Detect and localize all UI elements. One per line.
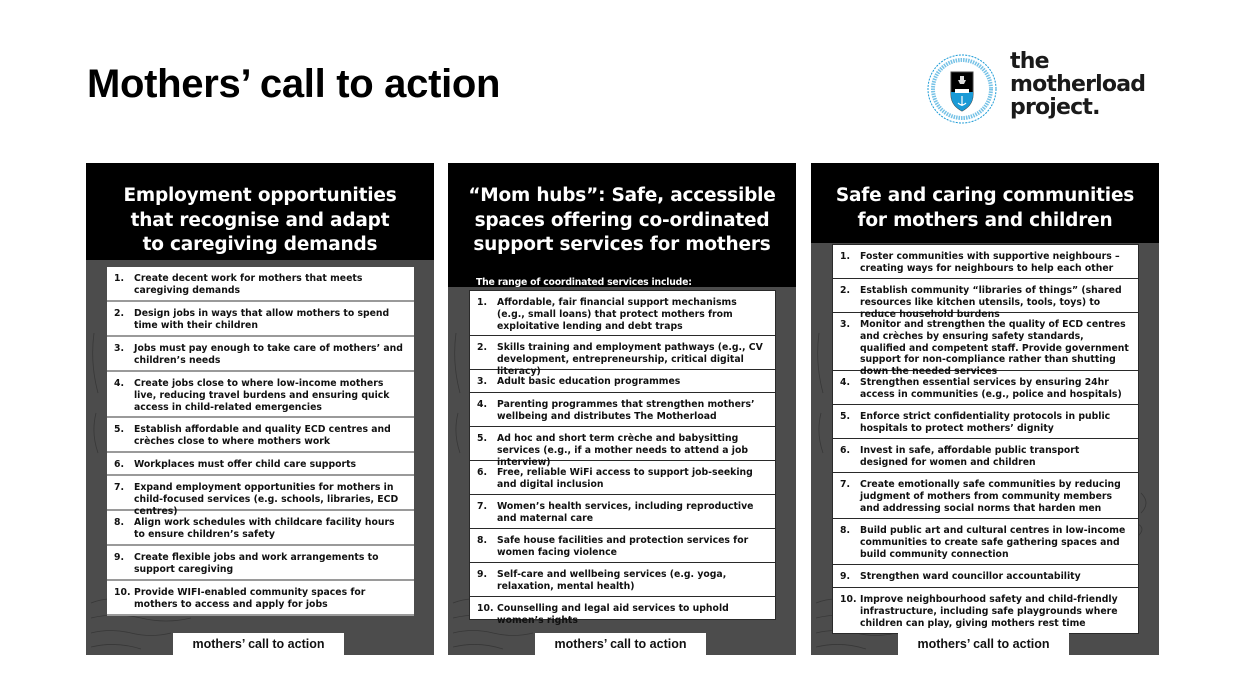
item-number: 2. xyxy=(114,308,125,319)
page-title: Mothers’ call to action xyxy=(87,62,501,106)
item-number: 2. xyxy=(840,285,851,296)
list-item xyxy=(469,290,776,336)
footer-label: mothers’ call to action xyxy=(535,633,706,655)
list-item xyxy=(469,336,776,377)
intro-text: The range of coordinated services include: xyxy=(476,277,692,288)
list-item xyxy=(832,473,1139,519)
item-number: 5. xyxy=(477,433,488,444)
list-item xyxy=(832,405,1139,439)
item-number: 6. xyxy=(114,459,125,470)
heading-line: to caregiving demands xyxy=(142,234,378,255)
item-number: 3. xyxy=(114,343,125,354)
list-item xyxy=(469,563,776,597)
item-text: Free, reliable WiFi access to support job-seeking and digital inclusion xyxy=(497,467,753,490)
list-item xyxy=(107,581,414,616)
item-number: 10. xyxy=(477,603,494,614)
panel-heading xyxy=(811,163,1159,243)
item-text: Parenting programmes that strengthen mothers’ wellbeing and distributes The Motherload xyxy=(497,399,755,422)
item-number: 9. xyxy=(114,552,125,563)
item-text: Build public art and cultural centres in low-income communities to create safe gathering spaces and build community connection xyxy=(860,525,1126,560)
list-item xyxy=(832,439,1139,473)
panel-safe-communities xyxy=(811,163,1159,655)
item-number: 8. xyxy=(114,517,125,528)
action-list xyxy=(832,244,1139,634)
item-text: Create emotionally safe communities by reducing judgment of mothers from community members and addressing social norms that harden men xyxy=(860,479,1121,514)
list-item xyxy=(107,337,414,372)
uct-seal-icon xyxy=(925,52,999,126)
list-item xyxy=(107,372,414,418)
item-number: 5. xyxy=(114,424,125,435)
item-number: 9. xyxy=(477,569,488,580)
item-number: 7. xyxy=(114,482,125,493)
item-text: Create decent work for mothers that meets caregiving demands xyxy=(134,273,363,296)
list-item xyxy=(107,511,414,546)
list-item xyxy=(107,418,414,453)
item-number: 4. xyxy=(114,378,125,389)
brand-wordmark xyxy=(1010,50,1145,119)
item-number: 1. xyxy=(477,297,488,308)
item-text: Affordable, fair financial support mechanisms (e.g., small loans) that protect mothers from exploitative lending and debt traps xyxy=(497,297,737,332)
list-item xyxy=(107,267,414,302)
footer-label: mothers’ call to action xyxy=(173,633,344,655)
item-number: 4. xyxy=(477,399,488,410)
list-item xyxy=(832,519,1139,565)
list-item xyxy=(107,546,414,581)
heading-line: “Mom hubs”: Safe, accessible xyxy=(468,185,776,206)
item-text: Establish community “libraries of things” (shared resources like kitchen utensils, tools, toys) to reduce household burdens xyxy=(860,285,1122,320)
list-item xyxy=(832,588,1139,634)
brand-line: motherload xyxy=(1010,72,1146,97)
heading-line: that recognise and adapt xyxy=(130,209,390,231)
item-text: Counselling and legal aid services to uphold women’s rights xyxy=(497,603,729,626)
item-number: 8. xyxy=(840,525,851,536)
item-number: 4. xyxy=(840,377,851,388)
list-item xyxy=(469,495,776,529)
heading-line: Employment opportunities xyxy=(123,185,397,206)
item-number: 5. xyxy=(840,411,851,422)
item-text: Skills training and employment pathways (e.g., CV development, entrepreneurship, critical digital literacy) xyxy=(497,342,763,377)
item-number: 3. xyxy=(840,319,851,330)
item-number: 10. xyxy=(114,587,131,598)
item-text: Ad hoc and short term crèche and babysitting services (e.g., if a mother needs to attend a job interview) xyxy=(497,433,748,468)
list-item xyxy=(832,565,1139,588)
list-item xyxy=(832,371,1139,405)
item-text: Adult basic education programmes xyxy=(497,376,681,387)
list-item xyxy=(469,597,776,626)
item-text: Monitor and strengthen the quality of ECD centres and crèches by ensuring safety standards, qualified and competent staff. Provide government support for non-compliance rather than shutting down the needed services xyxy=(860,319,1129,378)
item-number: 9. xyxy=(840,571,851,582)
heading-line: spaces offering co-ordinated xyxy=(474,209,770,231)
heading-line: Safe and caring communities xyxy=(835,185,1135,206)
item-number: 6. xyxy=(840,445,851,456)
list-item xyxy=(107,302,414,337)
item-text: Invest in safe, affordable public transport designed for women and children xyxy=(860,445,1080,468)
action-list xyxy=(107,267,414,616)
item-text: Foster communities with supportive neighbours – creating ways for neighbours to help each other xyxy=(860,251,1120,274)
brand-line: the xyxy=(1010,49,1049,74)
item-number: 1. xyxy=(840,251,851,262)
item-text: Provide WIFI-enabled community spaces for mothers to access and apply for jobs xyxy=(134,587,366,610)
heading-line: for mothers and children xyxy=(857,209,1113,231)
item-text: Strengthen essential services by ensuring 24hr access in communities (e.g., police and hospitals) xyxy=(860,377,1122,400)
item-number: 3. xyxy=(477,376,488,387)
item-text: Strengthen ward councillor accountability xyxy=(860,571,1081,582)
item-text: Women’s health services, including reproductive and maternal care xyxy=(497,501,754,524)
list-item xyxy=(107,476,414,517)
item-text: Jobs must pay enough to take care of mothers’ and children’s needs xyxy=(134,343,403,366)
item-text: Create flexible jobs and work arrangements to support caregiving xyxy=(134,552,379,575)
item-text: Design jobs in ways that allow mothers to spend time with their children xyxy=(134,308,390,331)
list-item xyxy=(469,529,776,563)
item-number: 2. xyxy=(477,342,488,353)
list-item xyxy=(832,313,1139,378)
item-number: 6. xyxy=(477,467,488,478)
list-item xyxy=(469,393,776,427)
item-text: Enforce strict confidentiality protocols in public hospitals to protect mothers’ dignity xyxy=(860,411,1111,434)
list-item xyxy=(469,461,776,495)
list-item xyxy=(832,244,1139,279)
list-item xyxy=(107,453,414,476)
service-list xyxy=(469,290,776,626)
item-text: Improve neighbourhood safety and child-friendly infrastructure, including safe playgrounds where children can play, giving mothers rest time xyxy=(860,594,1118,629)
item-text: Self-care and wellbeing services (e.g. yoga, relaxation, mental health) xyxy=(497,569,727,592)
brand-line: project. xyxy=(1010,95,1100,120)
list-item xyxy=(469,427,776,468)
panel-heading xyxy=(86,163,434,260)
logo-area xyxy=(925,48,1165,130)
item-text: Create jobs close to where low-income mothers live, reducing travel burdens and ensuring quick access in child-related emergencies xyxy=(134,378,390,413)
item-text: Align work schedules with childcare facility hours to ensure children’s safety xyxy=(134,517,395,540)
heading-line: support services for mothers xyxy=(473,234,771,255)
item-number: 7. xyxy=(840,479,851,490)
item-number: 7. xyxy=(477,501,488,512)
item-text: Workplaces must offer child care supports xyxy=(134,459,357,470)
list-item xyxy=(832,279,1139,320)
footer-label: mothers’ call to action xyxy=(898,633,1069,655)
item-number: 10. xyxy=(840,594,857,605)
panel-mom-hubs xyxy=(448,163,796,655)
panel-employment xyxy=(86,163,434,655)
panel-heading xyxy=(448,163,796,287)
item-text: Establish affordable and quality ECD centres and crèches close to where mothers work xyxy=(134,424,391,447)
item-number: 8. xyxy=(477,535,488,546)
item-text: Expand employment opportunities for mothers in child-focused services (e.g. schools, libraries, ECD centres) xyxy=(134,482,399,517)
item-number: 1. xyxy=(114,273,125,284)
item-text: Safe house facilities and protection services for women facing violence xyxy=(497,535,749,558)
